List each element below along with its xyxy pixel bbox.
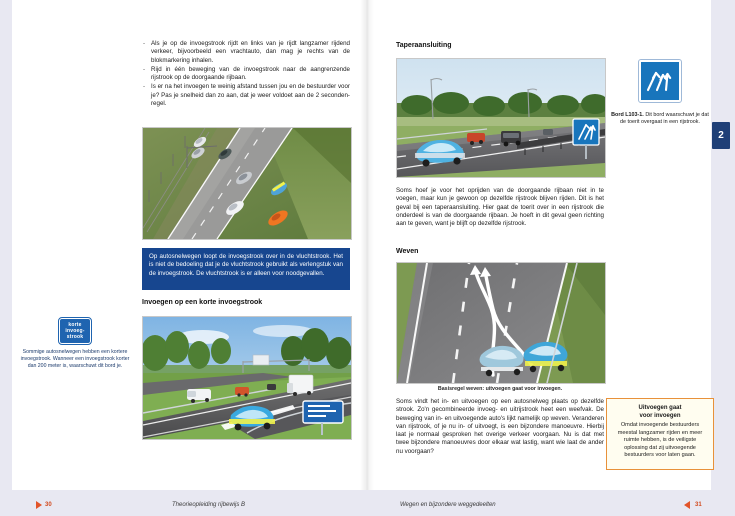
- margin-note-bord-l103: [608, 60, 712, 127]
- photo-korte-invoegstrook-graphic: [143, 317, 351, 439]
- footer-title-right: Wegen en bijzondere weggedeelten: [400, 502, 496, 508]
- list-item: - Rijd in één beweging van de invoegstrook naar de aangrenzende rijstrook op de doorgaande rijbaan.: [142, 66, 350, 83]
- sign-note-name: Bord L103-1.: [611, 112, 644, 118]
- photo-aerial-highway-graphic: [143, 128, 351, 239]
- heading-weven: Weven: [396, 248, 419, 255]
- callout-vluchtstrook: [142, 248, 350, 290]
- list-item: - Is er na het invoegen te weinig afstand tussen jou en de bestuurder voor je? Pas je snelheid dan zo aan, dat je weer voldoet aan de 2 seconden-regel.: [142, 83, 350, 108]
- bullet-list-invoegen: [142, 40, 350, 109]
- callout-title-line-1: Uitvoegen gaat: [638, 405, 682, 411]
- callout-title-line-2: voor invoegen: [639, 413, 681, 419]
- sign-line-3: strook: [66, 334, 84, 340]
- sign-l103-1-icon: [639, 60, 681, 102]
- caption-weven: Basisregel weven: uitvoegen gaat voor invoegen.: [437, 386, 563, 392]
- footer-page-number-right: 31: [695, 502, 702, 508]
- footer-triangle-right: [684, 501, 690, 509]
- list-item: - Als je op de invoegstrook rijdt en links van je rijdt langzamer rijdend verkeer, bijvoorbeeld een vrachtauto, dan mag je rechts van de blokmarkering inhalen.: [142, 40, 350, 65]
- margin-note-text: Sommige autosnelwegen hebben een kortere invoegstrook. Wanneer een invoegstrook korter dan 200 meter is, waarschuwt dit bord je.: [20, 349, 130, 369]
- callout-body: Omdat invoegende bestuurders meestal langzamer rijden en meer ruimte hebben, is de veiligste oplossing dat zij uitvoegende bestuurders voor laten gaan.: [617, 422, 703, 459]
- callout-uitvoegen-gaat-voor-invoegen: [606, 398, 714, 470]
- sign-korte-invoegstrook: [59, 318, 90, 344]
- photo-taperaansluiting: [396, 58, 606, 178]
- sign-note-text: Dit bord waarschuwt je dat de toerit overgaat in een rijstrook.: [619, 112, 709, 126]
- sign-line-1: korte: [68, 322, 82, 328]
- margin-note-korte-invoegstrook: [20, 318, 130, 370]
- photo-aerial-highway: [142, 127, 352, 240]
- photo-weven: [396, 262, 606, 384]
- photo-taperaansluiting-graphic: [397, 59, 605, 177]
- sign-l103-1-glyph: [642, 63, 676, 97]
- sign-line-2: invoeg-: [65, 328, 85, 334]
- callout-text: Op autosnelwegen loopt de invoegstrook over in de vluchtstrook. Het is niet de bedoeling dat je de vluchtstrook gebruikt als verlengstuk van de invoegstrook. De vluchtstrook is er alleen voor noodgevallen.: [149, 253, 343, 277]
- photo-weven-graphic: [397, 263, 605, 383]
- paragraph-taperaansluiting: Soms hoef je voor het oprijden van de doorgaande rijbaan niet in te voegen, maar kun je gewoon op dezelfde rijstrook blijven rijden. Dit is het geval bij een taperaansluiting. Hier gaat de toerit over in een rijstrook die onderdeel is van de doorgaande rijbaan. Je hoeft in dit geval geen richting aan te geven, want je blijft op dezelfde rijstrook.: [396, 187, 604, 228]
- heading-invoegen-korte-invoegstrook: Invoegen op een korte invoegstrook: [142, 299, 263, 306]
- paragraph-weven: Soms vindt het in- en uitvoegen op een autosnelweg plaats op dezelfde strook. Zo'n gecombineerde invoeg- en uitrijstrook heet een weefvak. De beweging van in- en uitvoegende auto's lijkt namelijk op weven. Veranderen van rijstrook, of je nu in- of uitvoegt, is een bijzondere manoeuvre. Hierbij laat je normaal gesproken het overige verkeer voorgaan. Nu is dat met twee bijzondere manoeuvres door elkaar wat lastig, want wie laat de ander nu voorgaan?: [396, 398, 604, 455]
- photo-korte-invoegstrook: [142, 316, 352, 440]
- footer-triangle-left: [36, 501, 42, 509]
- footer-title-left: Theorieopleiding rijbewijs B: [172, 502, 246, 508]
- heading-taperaansluiting: Taperaansluiting: [396, 42, 452, 49]
- chapter-tab[interactable]: 2: [712, 122, 730, 149]
- footer-page-number-left: 30: [45, 502, 52, 508]
